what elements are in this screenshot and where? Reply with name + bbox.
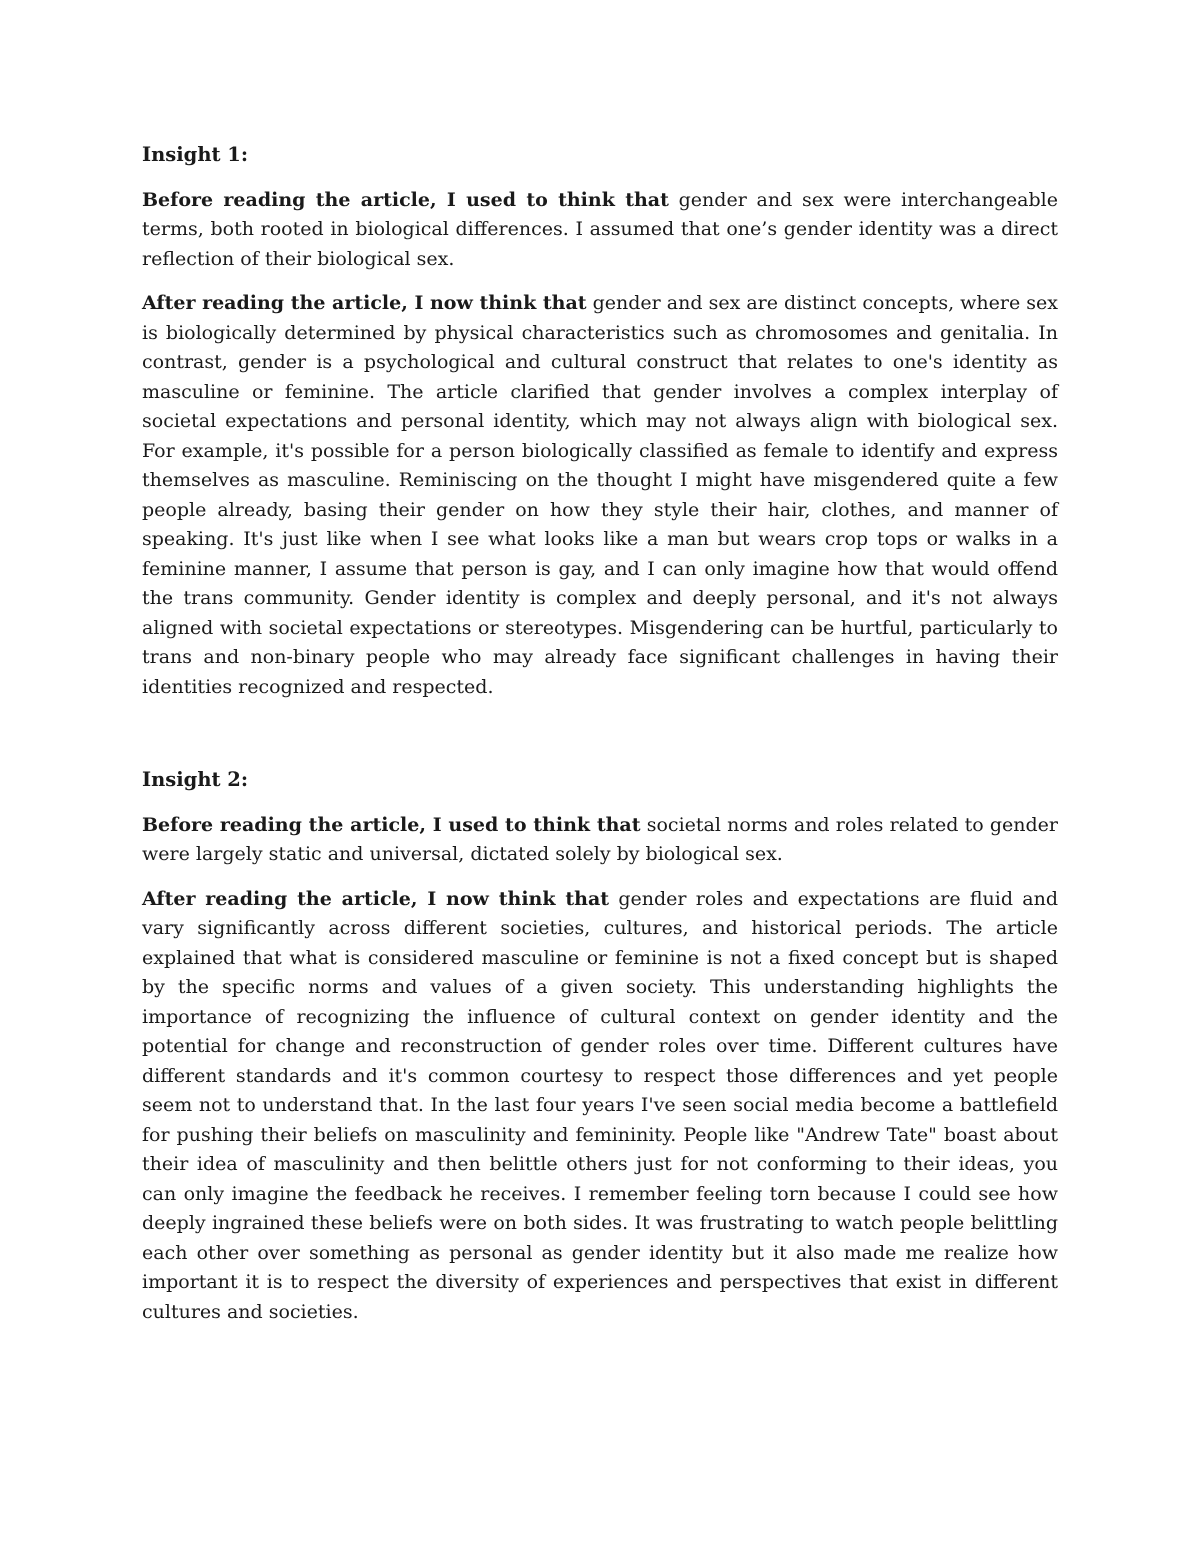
insight-2-before-text: societal norms and roles related to gender were largely static and universal, dictated solely by biological sex.: [142, 813, 1058, 865]
insight-1-section: [142, 140, 1058, 702]
insight-1-before-paragraph: [142, 186, 1058, 275]
insight-2-section: [142, 765, 1058, 1327]
section-spacer: [142, 717, 1058, 765]
insight-2-after-lead: After reading the article, I now think that: [142, 887, 610, 910]
insight-2-before-paragraph: [142, 811, 1058, 870]
insight-1-after-lead: After reading the article, I now think that: [142, 292, 587, 314]
insight-1-heading: Insight 1:: [142, 143, 249, 166]
insight-1-after-paragraph: [142, 289, 1058, 702]
document-page: [142, 140, 1058, 1342]
insight-1-before-text: gender and sex were interchangeable terms, both rooted in biological differences. I assumed that one’s gender identity was a direct reflection of their biological sex.: [142, 188, 1058, 270]
insight-2-before-lead: Before reading the article, I used to think that: [142, 813, 641, 836]
insight-1-before-lead: Before reading the article, I used to think that: [142, 188, 669, 211]
insight-1-after-text: gender and sex are distinct concepts, where sex is biologically determined by physical characteristics such as chromosomes and genitalia. In contrast, gender is a psychological and cultural construct that relates to one's identity as masculine or feminine. The article clarified that gender involves a complex interplay of societal expectations and personal identity, which may not always align with biological sex. For example, it's possible for a person biologically classified as female to identify and express themselves as masculine. Reminiscing on the thought I might have misgendered quite a few people already, basing their gender on how they style their hair, clothes, and manner of speaking. It's just like when I see what looks like a man but wears crop tops or walks in a feminine manner, I assume that person is gay, and I can only imagine how that would offend the trans community. Gender identity is complex and deeply personal, and it's not always aligned with societal expectations or stereotypes. Misgendering can be hurtful, particularly to trans and non-binary people who may already face significant challenges in having their identities recognized and respected.: [142, 292, 1059, 698]
insight-2-after-paragraph: [142, 885, 1058, 1328]
insight-2-after-text: gender roles and expectations are fluid and vary significantly across different societies, cultures, and historical periods. The article explained that what is considered masculine or feminine is not a fixed concept but is shaped by the specific norms and values of a given society. This understanding highlights the importance of recognizing the influence of cultural context on gender identity and the potential for change and reconstruction of gender roles over time. Different cultures have different standards and it's common courtesy to respect those differences and yet people seem not to understand that. In the last four years I've seen social media become a battlefield for pushing their beliefs on masculinity and femininity. People like "Andrew Tate" boast about their idea of masculinity and then belittle others just for not conforming to their ideas, you can only imagine the feedback he receives. I remember feeling torn because I could see how deeply ingrained these beliefs were on both sides. It was frustrating to watch people belittling each other over something as personal as gender identity but it also made me realize how important it is to respect the diversity of experiences and perspectives that exist in different cultures and societies.: [142, 887, 1059, 1323]
insight-2-heading: Insight 2:: [142, 768, 249, 791]
